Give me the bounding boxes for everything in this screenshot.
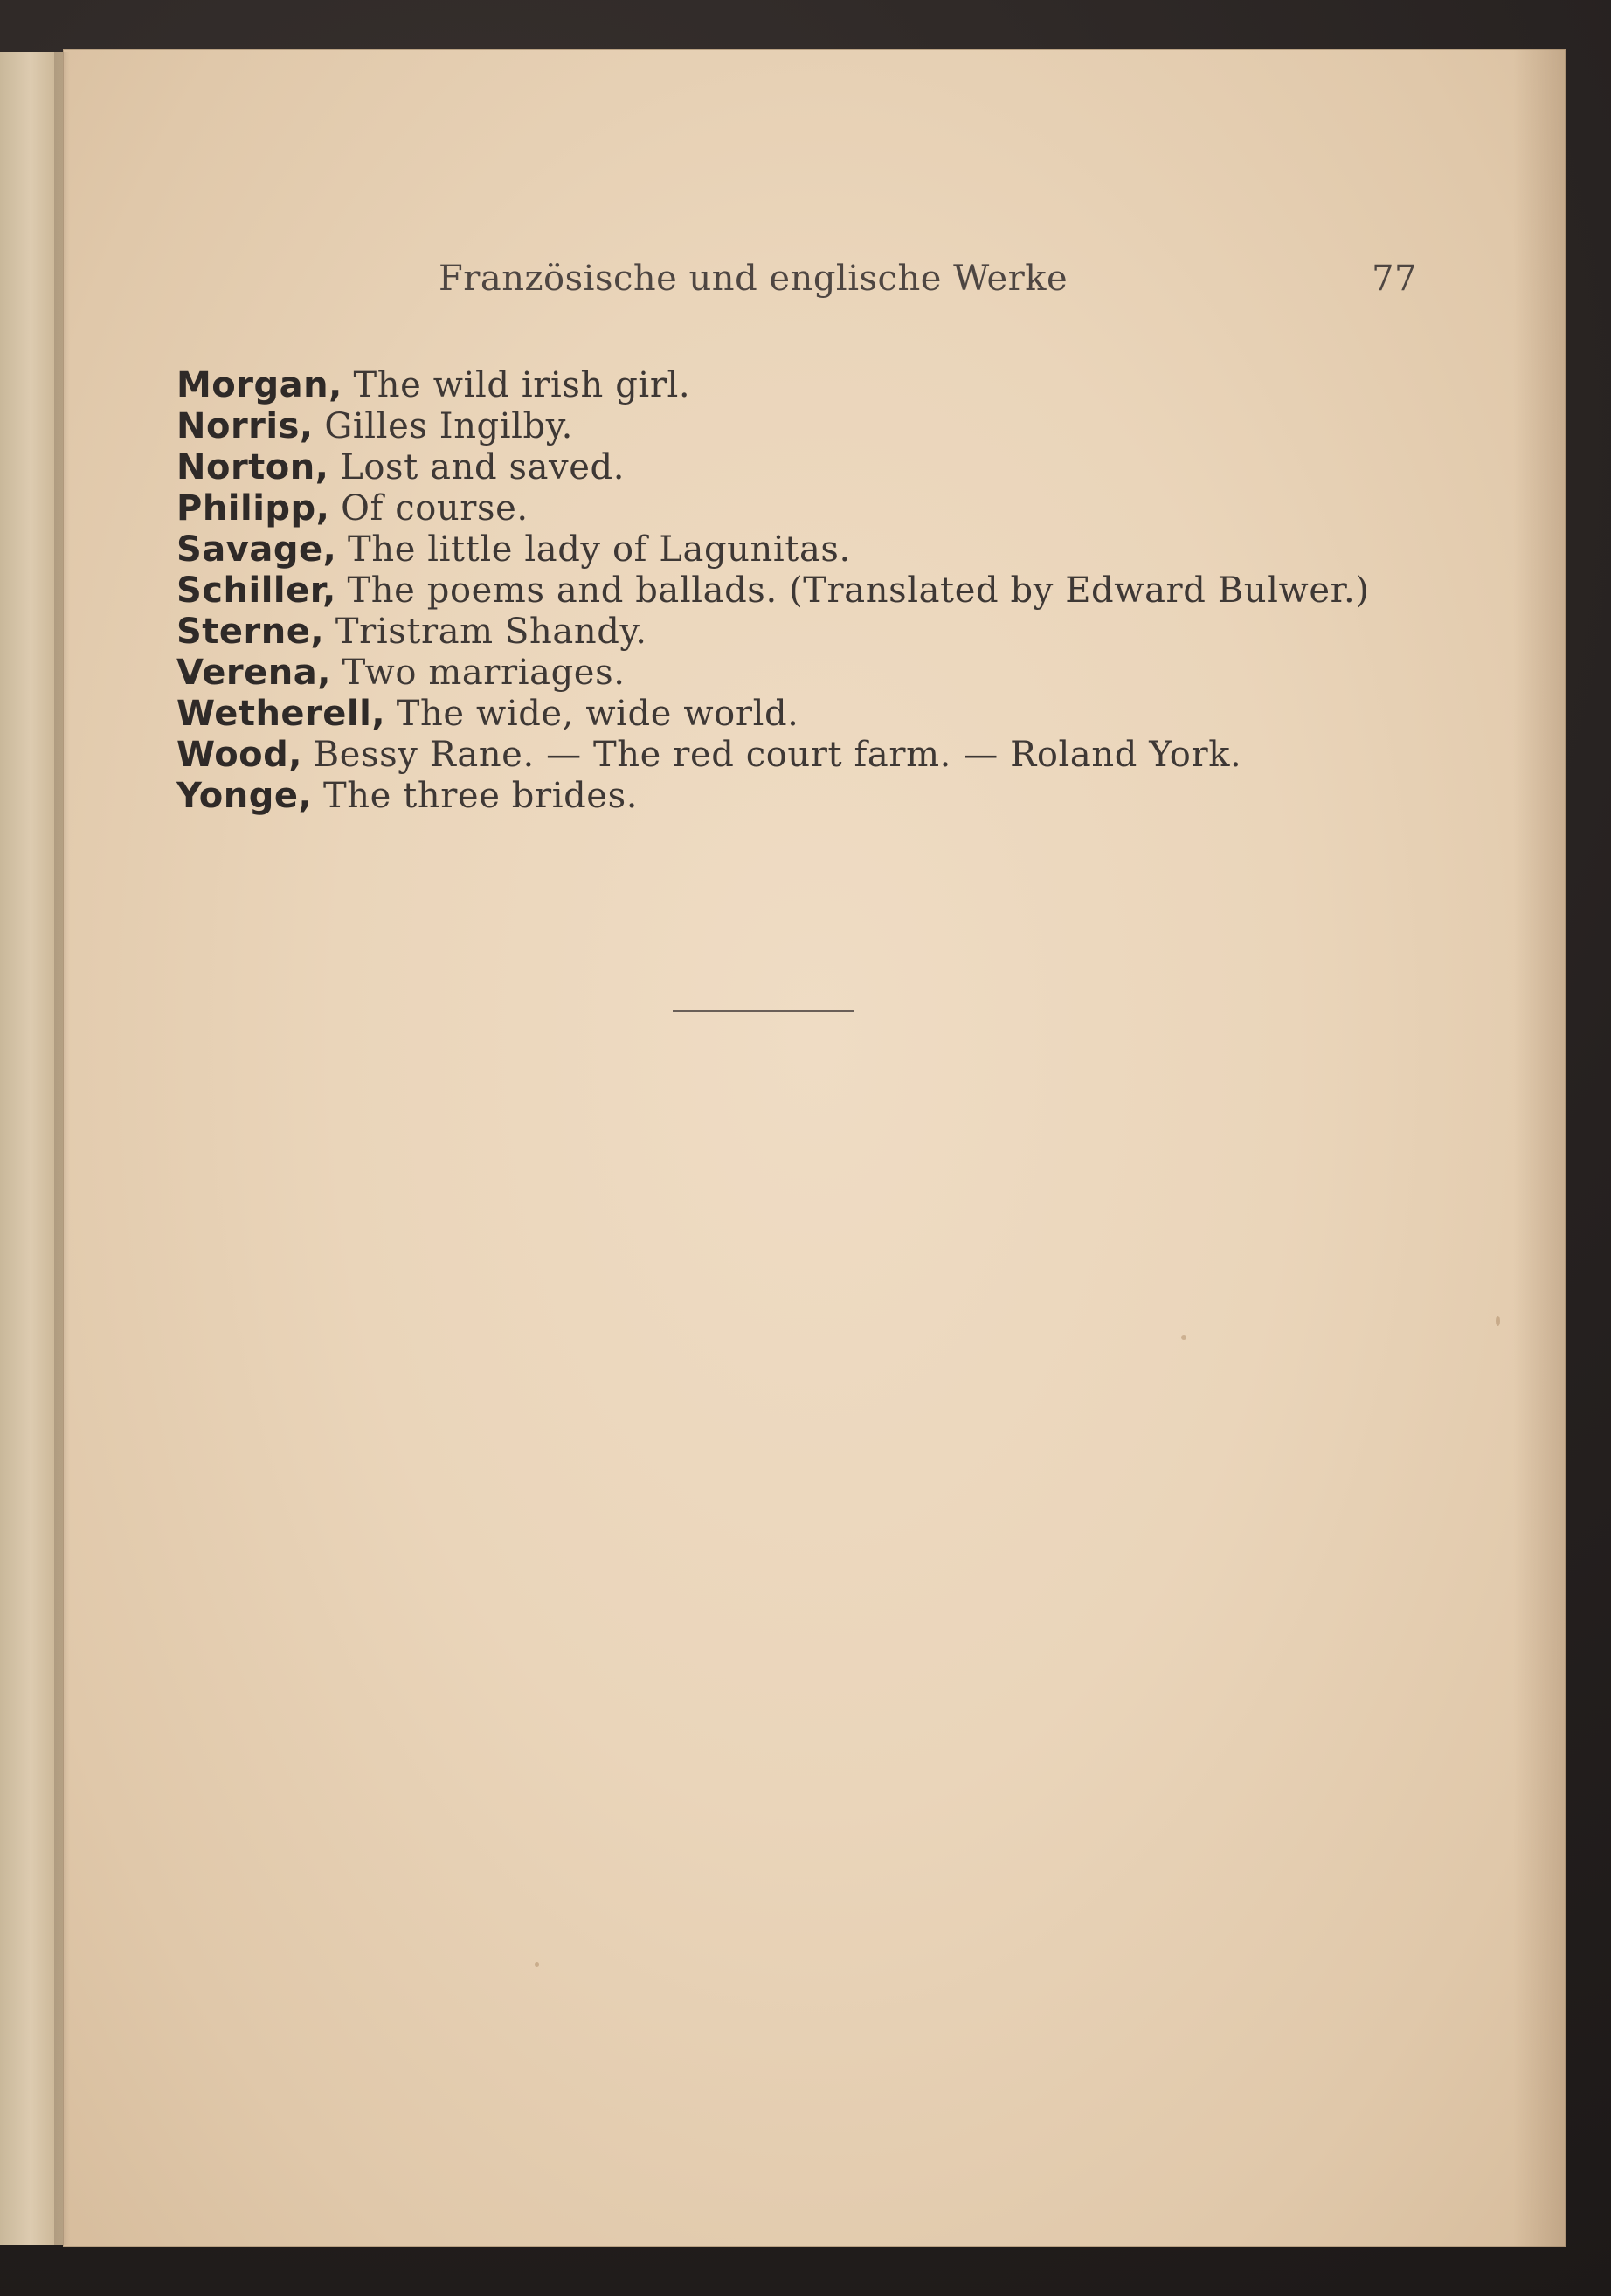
author-name: Savage, [176,529,337,570]
work-title: Two marriages. [342,653,626,693]
foxing-spot [1496,1316,1500,1326]
author-name: Sterne, [176,612,325,652]
work-title: The wild irish girl. [353,365,691,405]
list-item [176,488,1417,529]
author-name: Norton, [176,447,329,488]
work-title: The poems and ballads. (Translated by Edward Bulwer.) [347,571,1370,611]
page-number: 77 [1372,259,1417,299]
work-title: The little lady of Lagunitas. [348,529,851,570]
author-list [176,365,1417,817]
author-name: Schiller, [176,571,336,611]
work-title: Lost and saved. [340,447,626,488]
author-name: Wetherell, [176,694,386,734]
author-name: Norris, [176,406,314,446]
work-title: The three brides. [322,776,639,816]
list-item [176,571,1417,612]
author-name: Verena, [176,653,331,693]
book-page [63,49,1566,2247]
page-gutter [54,52,70,2245]
list-item [176,447,1417,488]
page-shadow [1513,49,1566,2247]
author-name: Philipp, [176,488,330,529]
work-title: Tristram Shandy. [335,612,647,652]
list-item [176,365,1417,406]
author-name: Yonge, [176,776,313,816]
running-title: Französische und englische Werke [439,259,1068,299]
work-title: Bessy Rane. — The red court farm. — Roland York. [313,735,1242,775]
author-name: Wood, [176,735,302,775]
list-item [176,694,1417,735]
list-item [176,776,1417,817]
work-title: Gilles Ingilby. [324,406,573,446]
running-head [439,259,1417,311]
work-title: Of course. [341,488,529,529]
list-item [176,612,1417,653]
work-title: The wide, wide world. [396,694,799,734]
foxing-spot [1181,1335,1186,1340]
list-item [176,406,1417,447]
list-item [176,529,1417,571]
foxing-spot [535,1962,539,1967]
section-divider [673,1010,854,1012]
list-item [176,735,1417,776]
author-name: Morgan, [176,365,342,405]
list-item [176,653,1417,694]
